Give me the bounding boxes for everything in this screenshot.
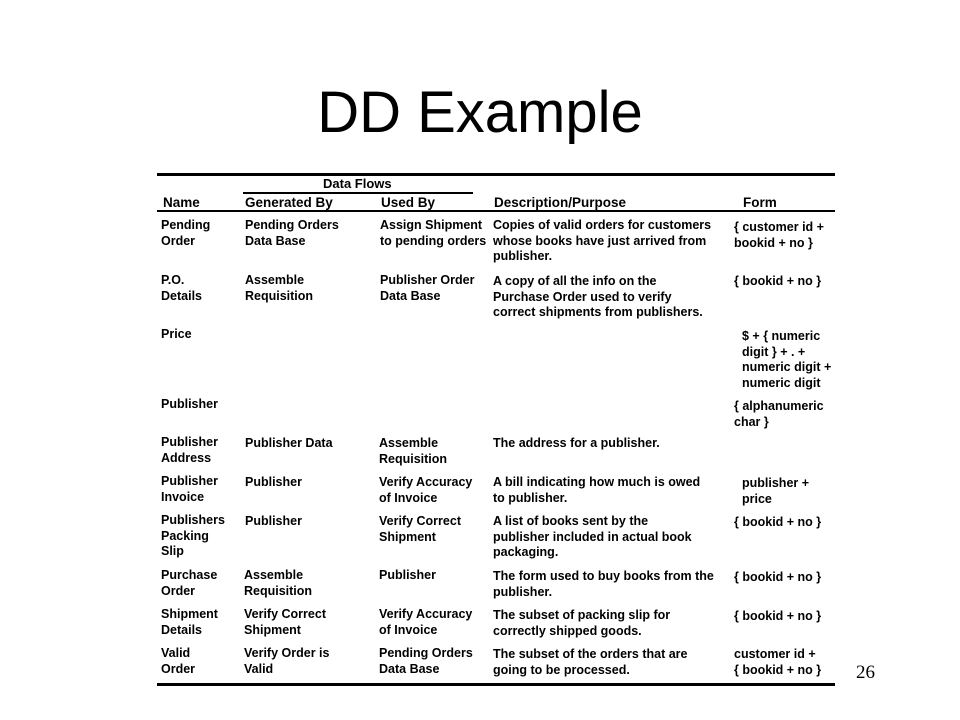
cell-form: customer id + { bookid + no } [734, 647, 822, 677]
col-header-used-by: Used By [381, 195, 436, 210]
col-header-generated-by: Generated By [245, 195, 333, 210]
col-header-description: Description/Purpose [494, 195, 627, 210]
slide-title: DD Example [317, 80, 643, 145]
data-flows-header: Data Flows [323, 176, 392, 191]
cell-name: P.O. Details [161, 273, 202, 303]
cell-generated-by: Verify Order is Valid [244, 646, 330, 676]
cell-form: { alphanumeric char } [734, 399, 824, 429]
cell-form: { customer id + bookid + no } [734, 220, 824, 250]
cell-used-by: Publisher Order Data Base [380, 273, 475, 303]
cell-generated-by: Publisher [245, 475, 302, 489]
cell-form: { bookid + no } [734, 274, 822, 288]
cell-form: publisher + price [742, 476, 810, 506]
page-number: 26 [856, 662, 875, 683]
cell-name: Publisher Invoice [161, 474, 218, 504]
cell-description: The form used to buy books from the publisher. [493, 569, 714, 599]
cell-generated-by: Pending Orders Data Base [245, 218, 339, 248]
cell-used-by: Publisher [379, 568, 436, 582]
cell-name: Valid Order [161, 646, 196, 676]
cell-generated-by: Publisher [245, 514, 302, 528]
cell-name: Pending Order [161, 218, 211, 248]
cell-name: Publisher [161, 397, 218, 411]
cell-description: A bill indicating how much is owed to publisher. [493, 475, 701, 505]
cell-name: Purchase Order [161, 568, 218, 598]
top-rule [157, 173, 835, 176]
cell-form: $ + { numeric digit } + . + numeric digit + numeric digit [742, 329, 832, 390]
data-dictionary-table [157, 170, 835, 688]
col-header-form: Form [743, 195, 777, 210]
cell-description: A copy of all the info on the Purchase Order used to verify correct shipments from publishers. [493, 274, 703, 319]
cell-used-by: Verify Accuracy of Invoice [379, 607, 473, 637]
cell-generated-by: Assemble Requisition [245, 273, 314, 303]
cell-used-by: Verify Correct Shipment [379, 514, 461, 544]
cell-form: { bookid + no } [734, 515, 822, 529]
header-rule [157, 210, 835, 212]
cell-description: The subset of packing slip for correctly shipped goods. [493, 608, 671, 638]
cell-generated-by: Assemble Requisition [244, 568, 313, 598]
col-header-name: Name [163, 195, 200, 210]
cell-used-by: Pending Orders Data Base [379, 646, 473, 676]
bottom-rule [157, 683, 835, 686]
cell-name: Publisher Address [161, 435, 218, 465]
cell-description: Copies of valid orders for customers whose books have just arrived from publisher. [493, 218, 712, 263]
cell-name: Publishers Packing Slip [161, 513, 225, 558]
cell-used-by: Verify Accuracy of Invoice [379, 475, 473, 505]
cell-form: { bookid + no } [734, 609, 822, 623]
cell-description: The subset of the orders that are going to be processed. [493, 647, 688, 677]
cell-generated-by: Publisher Data [245, 436, 333, 450]
data-flows-rule [243, 192, 473, 194]
cell-name: Shipment Details [161, 607, 218, 637]
cell-description: A list of books sent by the publisher included in actual book packaging. [493, 514, 692, 559]
cell-description: The address for a publisher. [493, 436, 660, 450]
cell-generated-by: Verify Correct Shipment [244, 607, 326, 637]
cell-used-by: Assemble Requisition [379, 436, 448, 466]
cell-used-by: Assign Shipment to pending orders [380, 218, 487, 248]
cell-form: { bookid + no } [734, 570, 822, 584]
cell-name: Price [161, 327, 192, 341]
